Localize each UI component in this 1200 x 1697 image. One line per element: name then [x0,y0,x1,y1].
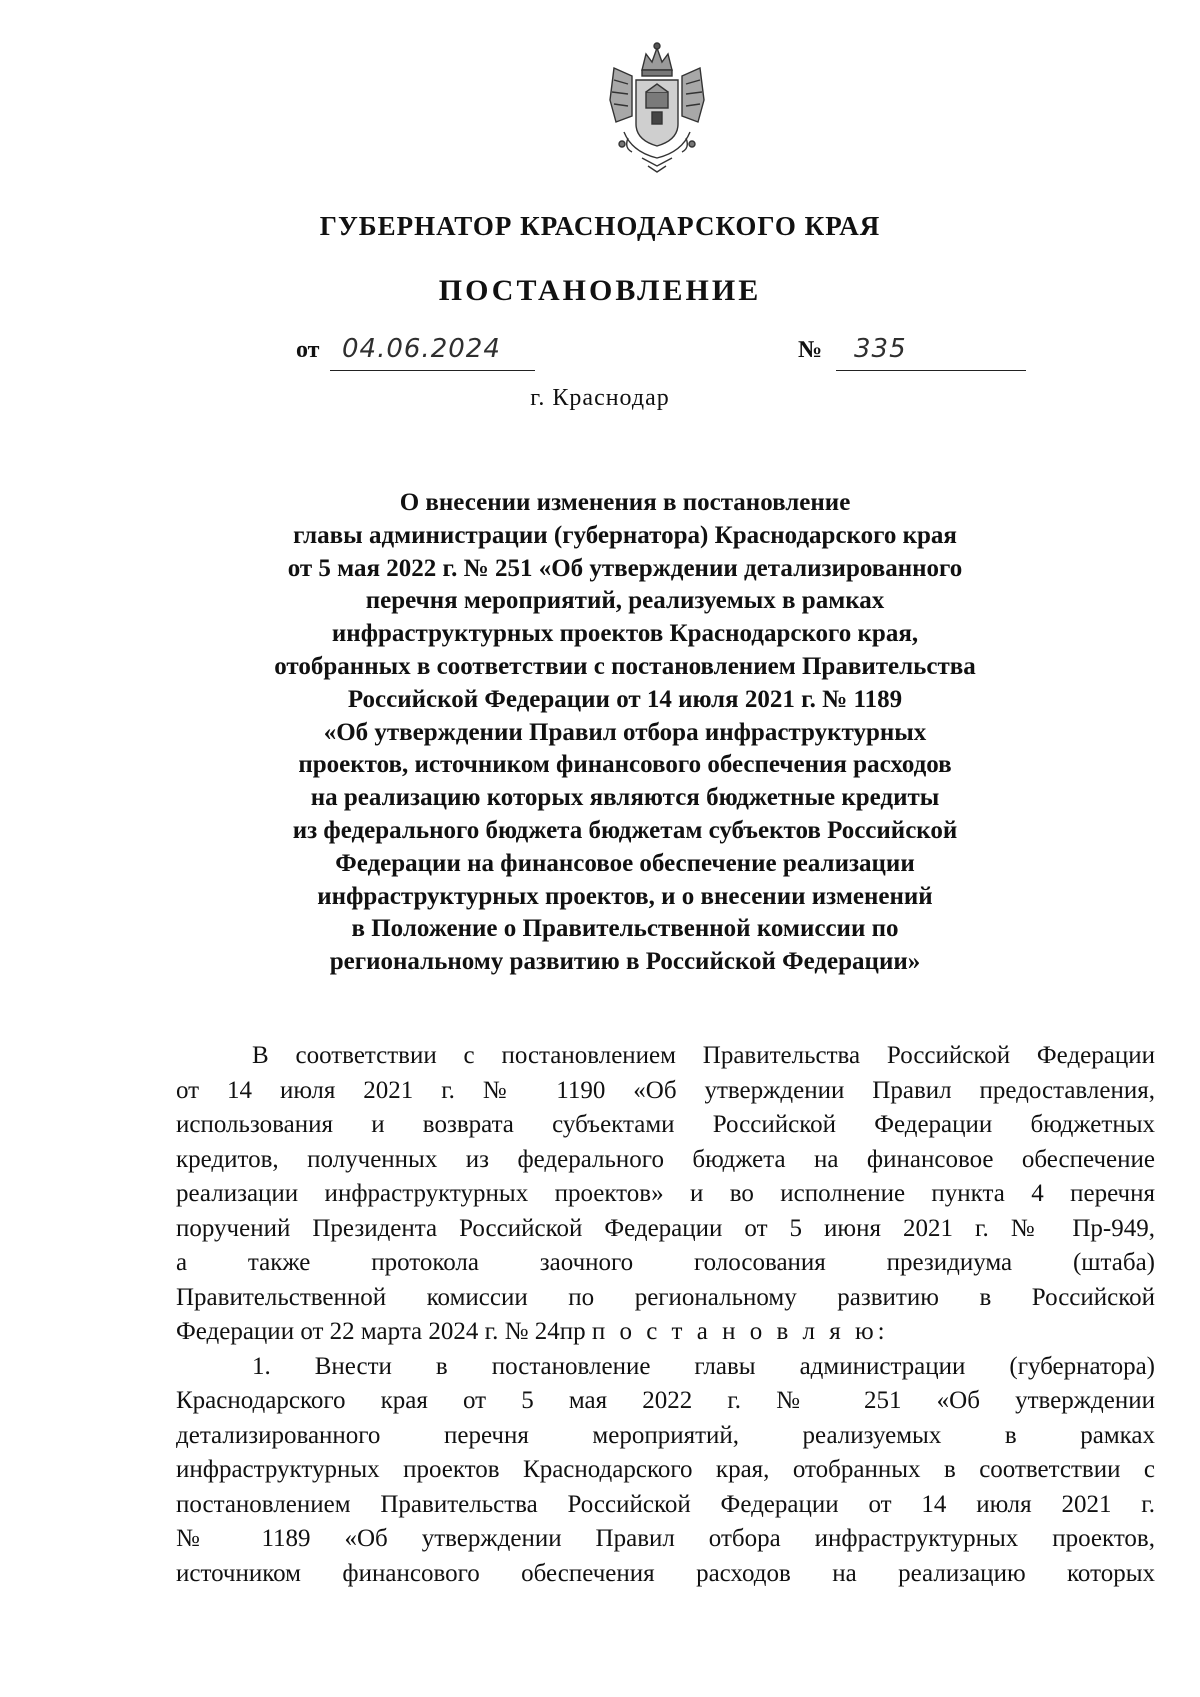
body-line: Правительственной комиссии по региональному развитию в Российской [176,1283,1155,1311]
title-line: в Положение о Правительственной комиссии по [351,915,899,943]
date-prefix: от [296,337,320,363]
body-line-decree [176,1315,1155,1350]
title-line: инфраструктурных проектов, и о внесении изменений [317,882,933,910]
body-line: 1. Внести в постановление главы администрации (губернатора) [252,1352,1155,1380]
title-line: от 5 мая 2022 г. № 251 «Об утверждении детализированного [287,554,963,582]
body-line: инфраструктурных проектов Краснодарского края, отобранных в соответствии с [176,1456,1155,1483]
title-line: перечня мероприятий, реализуемых в рамках [365,587,885,615]
title-line: инфраструктурных проектов Краснодарского края, [331,620,919,648]
body-line: от 14 июля 2021 г. № 1190 «Об утверждении Правил предоставления, [176,1076,1155,1104]
body-line: постановлением Правительства Российской Федерации от 14 июля 2021 г. [176,1490,1155,1518]
title-line: «Об утверждении Правил отбора инфраструктурных [323,718,927,746]
body-line: использования и возврата субъектами Российской Федерации бюджетных [176,1111,1155,1138]
body-line: поручений Президента Российской Федерации от 5 июня 2021 г. № Пр-949, [176,1214,1155,1242]
title-line: отобранных в соответствии с постановлением Правительства [274,652,976,680]
document-type: ПОСТАНОВЛЕНИЕ [438,274,762,307]
handwritten-number: 335 [854,334,907,364]
title-line: Российской Федерации от 14 июля 2021 г. № 1189 [347,685,903,713]
body-line: В соответствии с постановлением Правительства Российской Федерации [252,1042,1155,1069]
body-line: Федерации от 22 марта 2024 г. № 24пр [176,1318,586,1345]
title-line: на реализацию которых являются бюджетные кредиты [310,784,940,812]
decree-word: п о с т а н о в л я ю: [591,1318,889,1345]
city-line: г. Краснодар [530,385,670,411]
body-line: а также протокола заочного голосования президиума (штаба) [176,1249,1155,1276]
issuing-authority: ГУБЕРНАТОР КРАСНОДАРСКОГО КРАЯ [319,211,881,241]
number-prefix: № [798,337,823,363]
document-title [200,487,1050,979]
title-line: из федерального бюджета бюджетам субъектов Российской [292,816,958,844]
coat-of-arms-emblem [602,40,712,176]
body-line: Краснодарского края от 5 мая 2022 г. № 251 «Об утверждении [176,1387,1155,1414]
body-line: № 1189 «Об утверждении Правил отбора инфраструктурных проектов, [176,1525,1155,1552]
document-body [176,1039,1155,1591]
body-line: источником финансового обеспечения расходов на реализацию которых [176,1559,1155,1587]
title-line: Федерации на финансовое обеспечение реализации [335,849,915,877]
title-line: главы администрации (губернатора) Краснодарского края [293,521,957,549]
title-line: региональному развитию в Российской Федерации» [329,948,921,976]
body-line: детализированного перечня мероприятий, реализуемых в рамках [176,1421,1155,1449]
body-line: реализации инфраструктурных проектов» и во исполнение пункта 4 перечня [176,1180,1155,1207]
body-line: кредитов, полученных из федерального бюджета на финансовое обеспечение [176,1145,1155,1173]
title-line: О внесении изменения в постановление [399,489,851,516]
handwritten-date: 04.06.2024 [342,334,501,364]
title-line: проектов, источником финансового обеспечения расходов [298,751,952,779]
